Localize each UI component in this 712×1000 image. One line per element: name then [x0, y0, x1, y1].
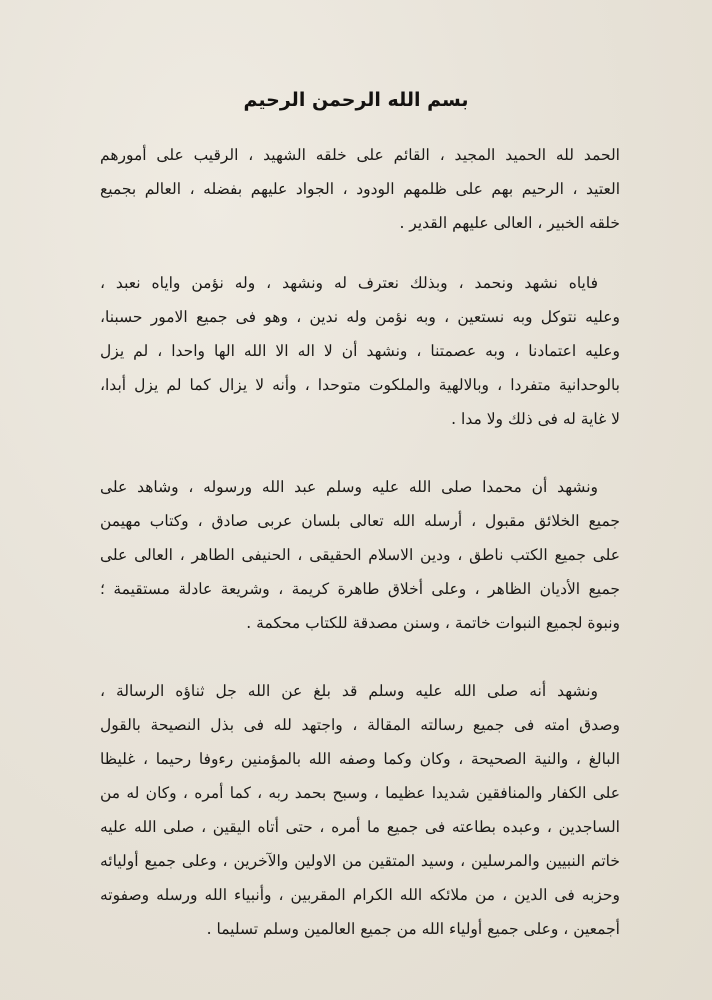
text-line: وصدق امته فى جميع رسالته المقالة ، واجتهد لله فى بذل النصيحة بالقول: [100, 716, 620, 734]
text-line: الحمد لله الحميد المجيد ، القائم على خلقه الشهيد ، الرقيب على أمورهم: [100, 146, 620, 164]
text-line: خاتم النبيين والمرسلين ، وسيد المتقين من الاولين والآخرين ، وعلى جميع أوليائه: [100, 852, 620, 870]
text-line: وعليه نتوكل وبه نستعين ، وبه نؤمن وله ندين ، وهو فى جميع الامور حسبنا،: [100, 308, 620, 326]
page-title: بسم الله الرحمن الرحيم: [243, 89, 469, 111]
text-line: لا غاية له فى ذلك ولا مدا .: [451, 410, 620, 428]
text-line: وعليه اعتمادنا ، وبه عصمتنا ، ونشهد أن لا اله الا الله الها واحدا ، لم يزل: [100, 342, 620, 360]
text-line: فاياه نشهد ونحمد ، وبذلك نعترف له ونشهد ، وله نؤمن واياه نعبد ،: [100, 274, 598, 292]
paragraph-praise: [100, 138, 620, 240]
text-line: البالغ ، والنية الصحيحة ، وكان وكما وصفه الله بالمؤمنين رءوفا رحيما ، غليظا: [100, 750, 620, 768]
text-line: أجمعين ، وعلى جميع أولياء الله من جميع العالمين وسلم تسليما .: [206, 920, 620, 938]
text-line: على الكفار والمنافقين شديدا عظيما ، وسبح بحمد ربه ، كما أمره ، وكان له من: [100, 784, 620, 802]
text-line: جميع الخلائق مقبول ، أرسله الله تعالى بلسان عربى صادق ، وكتاب مهيمن: [100, 512, 620, 530]
text-line: بالوحدانية متفردا ، وبالالهية والملكوت متوحدا ، وأنه لا يزال كما لم يزل أبدا،: [100, 376, 620, 394]
text-line: ونشهد أنه صلى الله عليه وسلم قد بلغ عن الله جل ثناؤه الرسالة ،: [100, 682, 598, 700]
text-line: على جميع الكتب ناطق ، ودين الاسلام الحقيقى ، الحنيفى الطاهر ، العالى على: [100, 546, 620, 564]
paragraph-prophet: [100, 470, 620, 640]
text-line: خلقه الخبير ، العالى عليهم القدير .: [399, 214, 620, 232]
text-line: ونشهد أن محمدا صلى الله عليه وسلم عبد الله ورسوله ، وشاهد على: [100, 478, 598, 496]
paragraph-testimony: [100, 266, 620, 436]
text-line: ونبوة لجميع النبوات خاتمة ، وسنن مصدقة للكتاب محكمة .: [246, 614, 620, 632]
text-line: جميع الأديان الظاهر ، وعلى أخلاق طاهرة كريمة ، وشريعة عادلة مستقيمة ؛: [100, 580, 620, 598]
paragraph-message: [100, 674, 620, 946]
text-line: وحزبه فى الدين ، من ملائكه الله الكرام المقربين ، وأنبياء الله ورسله وصفوته: [100, 886, 620, 904]
text-line: العتيد ، الرحيم بهم على ظلمهم الودود ، الجواد عليهم بفضله ، العالم بجميع: [100, 180, 620, 198]
text-line: الساجدين ، وعبده بطاعته فى جميع ما أمره ، حتى أتاه اليقين ، صلى الله عليه: [100, 818, 620, 836]
